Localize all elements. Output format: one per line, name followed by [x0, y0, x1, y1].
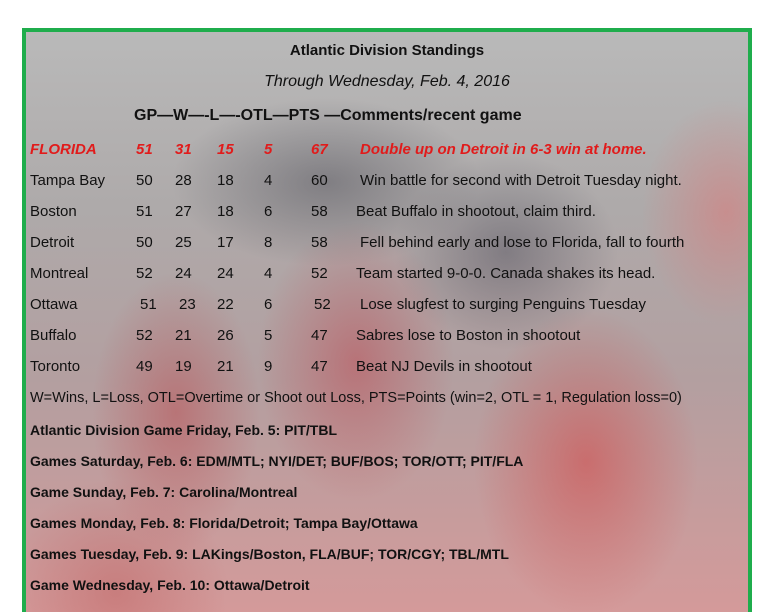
- ot-losses: 6: [264, 203, 273, 220]
- games-played: 50: [136, 172, 153, 189]
- team-name: Ottawa: [30, 296, 78, 313]
- ot-losses: 8: [264, 234, 273, 251]
- team-name: FLORIDA: [30, 141, 97, 158]
- ot-losses: 4: [264, 172, 273, 189]
- table-row: [26, 172, 748, 194]
- games-played: 51: [140, 296, 157, 313]
- schedule-line: Game Wednesday, Feb. 10: Ottawa/Detroit: [30, 577, 310, 593]
- losses: 24: [217, 265, 234, 282]
- table-row: [26, 327, 748, 349]
- losses: 26: [217, 327, 234, 344]
- team-name: Tampa Bay: [30, 172, 106, 189]
- ot-losses: 5: [264, 141, 273, 158]
- wins: 31: [175, 141, 192, 158]
- table-row: [26, 358, 748, 380]
- comment: Lose slugfest to surging Penguins Tuesday: [360, 296, 647, 313]
- comment: Team started 9-0-0. Canada shakes its head.: [356, 265, 656, 282]
- comment: Beat Buffalo in shootout, claim third.: [356, 203, 596, 220]
- points: 67: [311, 141, 328, 158]
- team-name: Buffalo: [30, 327, 77, 344]
- points: 47: [311, 327, 328, 344]
- schedule-line: Games Saturday, Feb. 6: EDM/MTL; NYI/DET; BUF/BOS; TOR/OTT; PIT/FLA: [30, 453, 524, 469]
- table-row-florida: [26, 141, 748, 163]
- table-row: [26, 265, 748, 287]
- legend-text: W=Wins, L=Loss, OTL=Overtime or Shoot out Loss, PTS=Points (win=2, OTL = 1, Regulation loss=0): [30, 390, 682, 406]
- points: 60: [311, 172, 328, 189]
- games-played: 50: [136, 234, 153, 251]
- comment: Double up on Detroit in 6-3 win at home.: [360, 141, 647, 158]
- losses: 22: [217, 296, 234, 313]
- comment: Sabres lose to Boston in shootout: [356, 327, 581, 344]
- table-row: [26, 203, 748, 225]
- standings-slide: [22, 28, 752, 612]
- page-subtitle: Through Wednesday, Feb. 4, 2016: [264, 73, 510, 90]
- wins: 25: [175, 234, 192, 251]
- table-row: [26, 296, 748, 318]
- comment: Win battle for second with Detroit Tuesday night.: [360, 172, 682, 189]
- ot-losses: 9: [264, 358, 273, 375]
- losses: 18: [217, 203, 234, 220]
- table-row: [26, 234, 748, 256]
- schedule-line: Games Tuesday, Feb. 9: LAKings/Boston, FLA/BUF; TOR/CGY; TBL/MTL: [30, 546, 509, 562]
- schedule-line: Game Sunday, Feb. 7: Carolina/Montreal: [30, 484, 298, 500]
- schedule-line: Games Monday, Feb. 8: Florida/Detroit; Tampa Bay/Ottawa: [30, 515, 418, 531]
- schedule-line: Atlantic Division Game Friday, Feb. 5: PIT/TBL: [30, 422, 338, 438]
- games-played: 49: [136, 358, 153, 375]
- ot-losses: 4: [264, 265, 273, 282]
- team-name: Montreal: [30, 265, 89, 282]
- points: 58: [311, 234, 328, 251]
- losses: 21: [217, 358, 234, 375]
- wins: 23: [179, 296, 196, 313]
- team-name: Boston: [30, 203, 77, 220]
- games-played: 51: [136, 141, 153, 158]
- team-name: Detroit: [30, 234, 75, 251]
- games-played: 52: [136, 327, 153, 344]
- wins: 21: [175, 327, 192, 344]
- ot-losses: 6: [264, 296, 273, 313]
- team-name: Toronto: [30, 358, 81, 375]
- games-played: 52: [136, 265, 153, 282]
- points: 52: [311, 265, 328, 282]
- comment: Beat NJ Devils in shootout: [356, 358, 532, 375]
- wins: 19: [175, 358, 192, 375]
- losses: 18: [217, 172, 234, 189]
- points: 52: [314, 296, 331, 313]
- column-header: GP—W—-L—-OTL—PTS —Comments/recent game: [134, 107, 522, 124]
- points: 47: [311, 358, 328, 375]
- page-title: Atlantic Division Standings: [289, 42, 485, 59]
- ot-losses: 5: [264, 327, 273, 344]
- points: 58: [311, 203, 328, 220]
- games-played: 51: [136, 203, 153, 220]
- losses: 15: [217, 141, 234, 158]
- wins: 27: [175, 203, 192, 220]
- losses: 17: [217, 234, 234, 251]
- comment: Fell behind early and lose to Florida, fall to fourth: [360, 234, 685, 251]
- wins: 24: [175, 265, 192, 282]
- wins: 28: [175, 172, 192, 189]
